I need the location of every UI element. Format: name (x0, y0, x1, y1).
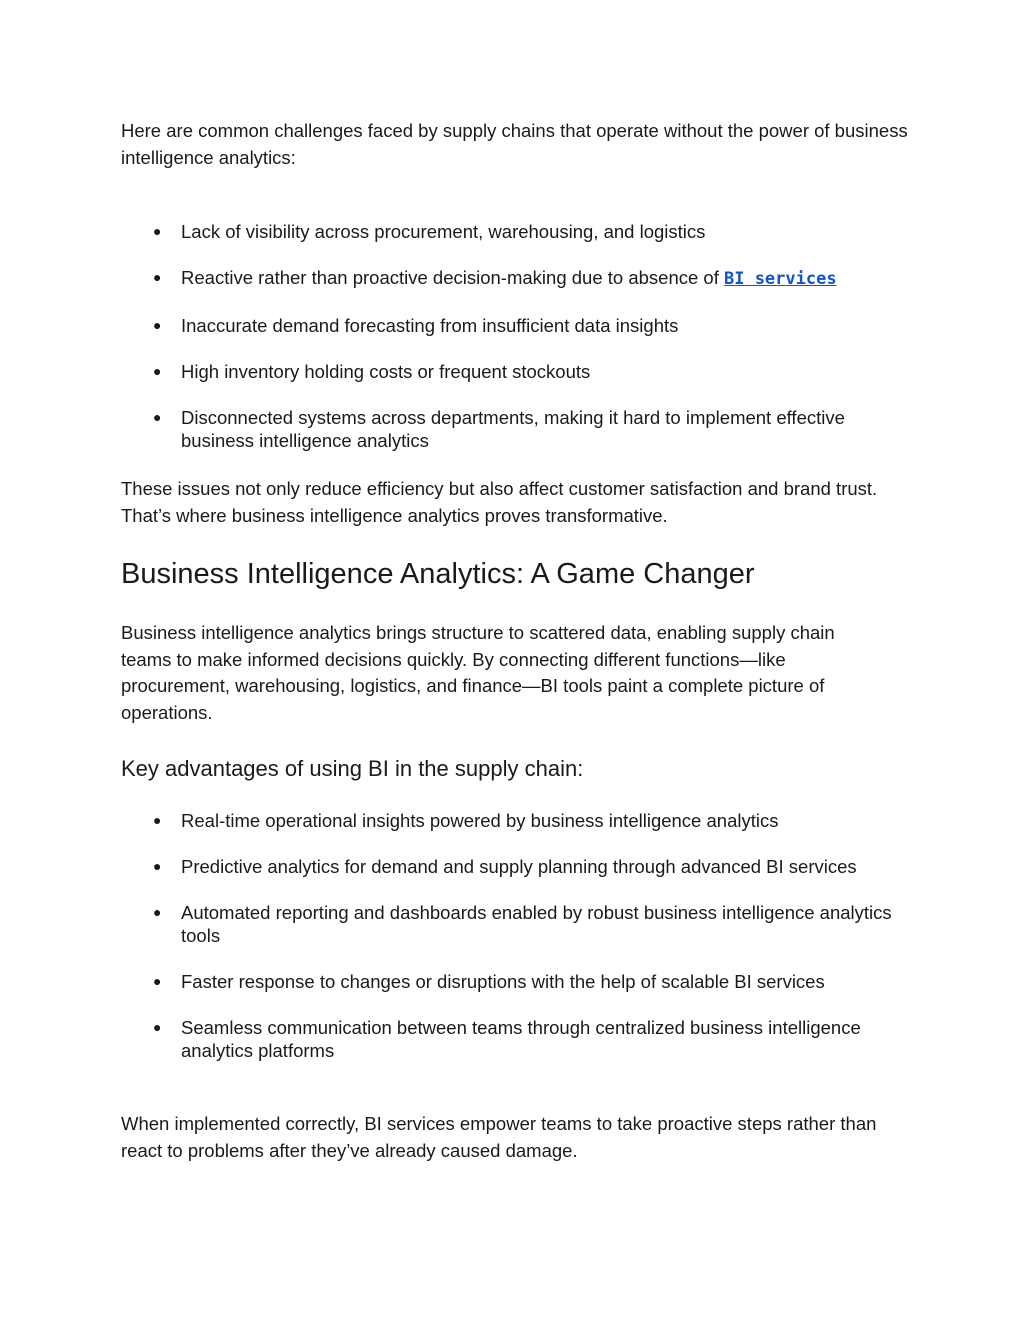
list-item-text: Reactive rather than proactive decision-making due to absence of (181, 267, 724, 288)
list-item (121, 1016, 911, 1062)
list-item-text: Faster response to changes or disruptions with the help of scalable BI services (181, 971, 825, 992)
closing-paragraph: When implemented correctly, BI services empower teams to take proactive steps rather than react to problems after they’ve already caused damage. (121, 1113, 877, 1161)
advantages-list (121, 809, 911, 1085)
list-item-text: Inaccurate demand forecasting from insufficient data insights (181, 315, 679, 336)
list-item-text: Real-time operational insights powered by business intelligence analytics (181, 810, 779, 831)
bi-services-link[interactable]: BI services (723, 269, 837, 289)
bullet-icon: ● (153, 363, 162, 379)
bullet-icon: ● (153, 973, 162, 989)
list-item-text: Disconnected systems across departments, making it hard to implement effective business intelligence analytics (181, 407, 845, 451)
bullet-icon: ● (153, 269, 162, 285)
bullet-icon: ● (153, 223, 162, 239)
section-paragraph: Business intelligence analytics brings structure to scattered data, enabling supply chain teams to make informed decisions quickly. By connecting different functions—like procurement, warehousing, logistics, and finance—BI tools paint a complete picture of operations. (121, 622, 835, 723)
intro-paragraph: Here are common challenges faced by supply chains that operate without the power of business intelligence analytics: (121, 120, 908, 168)
list-item (121, 809, 911, 832)
list-item-text: Seamless communication between teams through centralized business intelligence analytics platforms (181, 1017, 861, 1061)
list-item (121, 314, 911, 337)
bullet-icon: ● (153, 409, 162, 425)
list-item-text: Predictive analytics for demand and supply planning through advanced BI services (181, 856, 857, 877)
challenges-list (121, 220, 911, 475)
list-item (121, 266, 911, 291)
list-item-text: Lack of visibility across procurement, warehousing, and logistics (181, 221, 706, 242)
bullet-icon: ● (153, 858, 162, 874)
advantages-heading: Key advantages of using BI in the supply chain: (121, 756, 584, 781)
list-item-text: High inventory holding costs or frequent stockouts (181, 361, 591, 382)
list-item (121, 220, 911, 243)
list-item-text: Automated reporting and dashboards enabled by robust business intelligence analytics tools (181, 902, 892, 946)
list-item (121, 855, 911, 878)
section-heading: Business Intelligence Analytics: A Game Changer (121, 558, 755, 590)
list-item (121, 901, 911, 947)
list-item (121, 406, 911, 452)
bullet-icon: ● (153, 812, 162, 828)
bullet-icon: ● (153, 1019, 162, 1035)
list-item (121, 970, 911, 993)
bullet-icon: ● (153, 317, 162, 333)
bullet-icon: ● (153, 904, 162, 920)
issues-paragraph: These issues not only reduce efficiency but also affect customer satisfaction and brand trust. That’s where business intelligence analytics proves transformative. (121, 478, 878, 526)
list-item (121, 360, 911, 383)
